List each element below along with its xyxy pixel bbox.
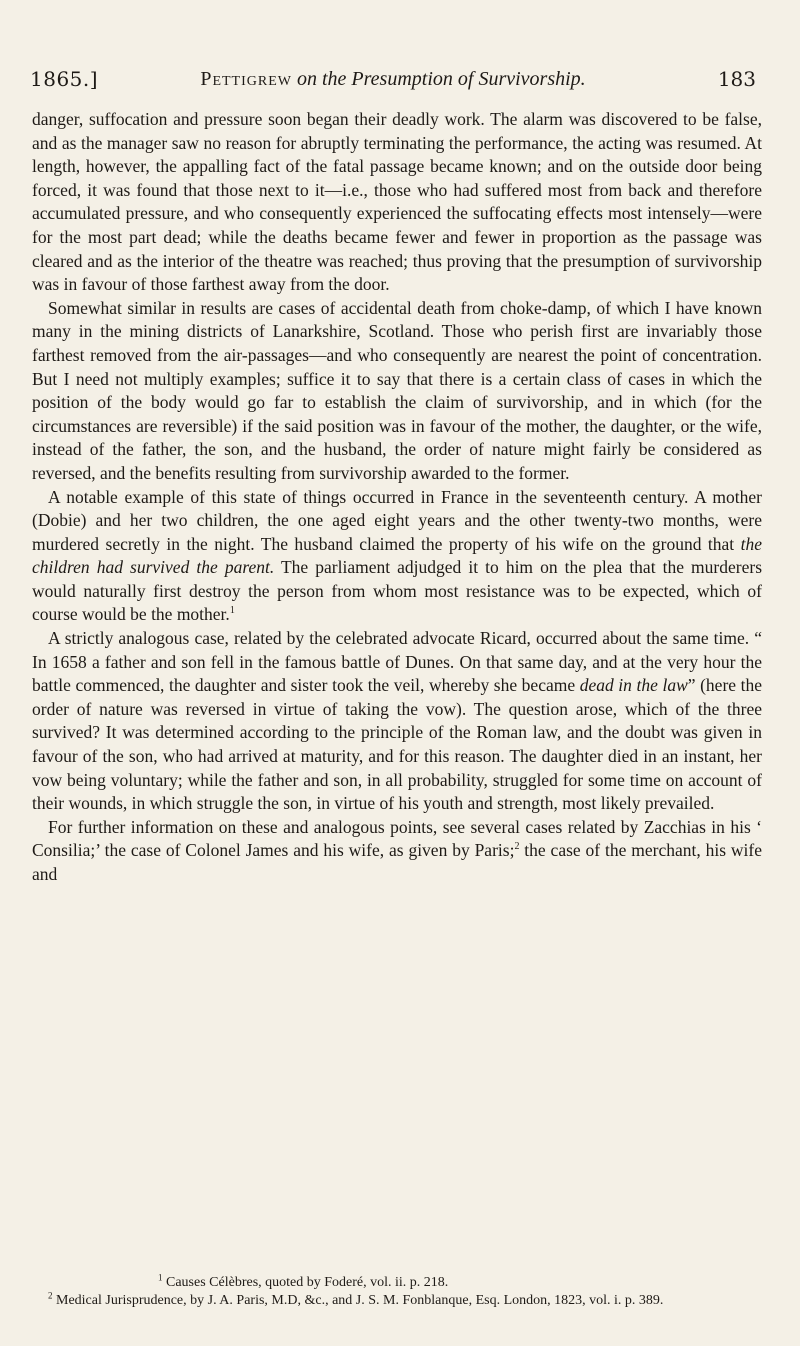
footnote-2 [32, 1292, 762, 1310]
paragraph-france-example [32, 486, 762, 628]
header-title-part-2: Survivorship. [478, 68, 586, 90]
paragraph-france-emphasis: the children had survived the parent. [32, 533, 762, 578]
paragraph-choke-damp: Somewhat similar in results are cases of accidental death from choke-damp, of which I have known many in the mining districts of Lanarkshire, Scotland. Those who perish first are invariably those farthest removed from the air-passages—and who consequently are nearest the point of concentration. But I need not multiply examples; suffice it to say that there is a certain class of cases in which the position of the body would go far to establish the claim of survivorship, and in which (for the circumstances are reversible) if the said position was in favour of the mother, the daughter, or the wife, instead of the father, the son, and the husband, the order of nature might fairly be considered as reversed, and the benefits resulting from survivorship awarded to the former. [32, 297, 762, 483]
footnote-2-mark: 2 [48, 1290, 53, 1301]
running-title [30, 64, 756, 94]
paragraph-continued: danger, suffocation and pressure soon began their deadly work. The alarm was discovered to be false, and as the manager saw no reason for abruptly terminating the performance, the acting was resumed. At length, however, the appalling fact of the fatal passage became known; and on the outside door being forced, it was found that those next to it—i.e., those who had suffered most from back and therefore accumulated pressure, and who consequently experienced the suffocating effects most intensely—were for the most part dead; while the deaths became fewer and fewer in proportion as the passage was cleared and as the interior of the theatre was reached; thus proving that the presumption of survivorship was in favour of those farthest away from the door. [32, 109, 762, 295]
paragraph-ricard-text-a: A strictly analogous case, related by the celebrated advocate Ricard, occurred about the same time. “ In 1658 a father and son fell in the famous battle of Dunes. On that same day, and at the very hour the battle commenced, the daughter and sister took the veil, whereby she became [32, 628, 762, 696]
footnote-2-text: Medical Jurisprudence, by J. A. Paris, M.D, &c., and J. S. M. Fonblanque, Esq. London, 1823, vol. i. p. 389. [52, 1293, 664, 1308]
header-title-part-1: on the Presumption of [296, 68, 474, 90]
footnote-ref-1: 1 [229, 605, 235, 617]
footnote-1 [32, 1274, 762, 1292]
header-year: 1865.] [30, 67, 99, 91]
running-header [30, 64, 756, 94]
paragraph-ricard-emphasis: dead in the law [579, 675, 688, 696]
footnotes [32, 1274, 762, 1310]
footnote-1-text: Causes Célèbres, quoted by Foderé, vol. ii. p. 218. [162, 1275, 449, 1290]
paragraph-further-text-b: the case of the merchant, his wife and [32, 840, 762, 884]
paragraph-further-information [32, 816, 762, 887]
footnote-ref-2: 2 [514, 841, 520, 853]
header-author: Pettigrew [200, 68, 292, 90]
paragraph-france-text-a: A notable example of this state of things occurred in France in the seventeenth century. A mother (Dobie) and her two children, the one aged eight years and the other twenty-two months, were murdered secretly in the night. The husband claimed the property of his wife on the ground that [32, 486, 762, 554]
body-text [32, 108, 762, 887]
footnote-1-mark: 1 [158, 1272, 163, 1283]
paragraph-ricard-case [32, 627, 762, 816]
page-number: 183 [717, 67, 756, 91]
paragraph-france-text-b: The parliament adjudged it to him on the plea that the murderers would naturally first destroy the person from whom most resistance was to be expected, which of course would be the mother. [32, 557, 763, 625]
paragraph-further-text-a: For further information on these and analogous points, see several cases related by Zacchias in his ‘ Consilia;’ the case of Colonel James and his wife, as given by Paris; [32, 816, 762, 861]
paragraph-ricard-text-b: ” (here the order of nature was reversed in virtue of taking the vow). The question arose, which of the three survived? It was determined according to the principle of the Roman law, and the doubt was given in favour of the son, who had arrived at maturity, and for this reason. The daughter died in an instant, her vow being voluntary; while the father and son, in all probability, struggled for some time on account of their wounds, in which struggle the son, in virtue of his youth and strength, most likely prevailed. [32, 675, 763, 814]
